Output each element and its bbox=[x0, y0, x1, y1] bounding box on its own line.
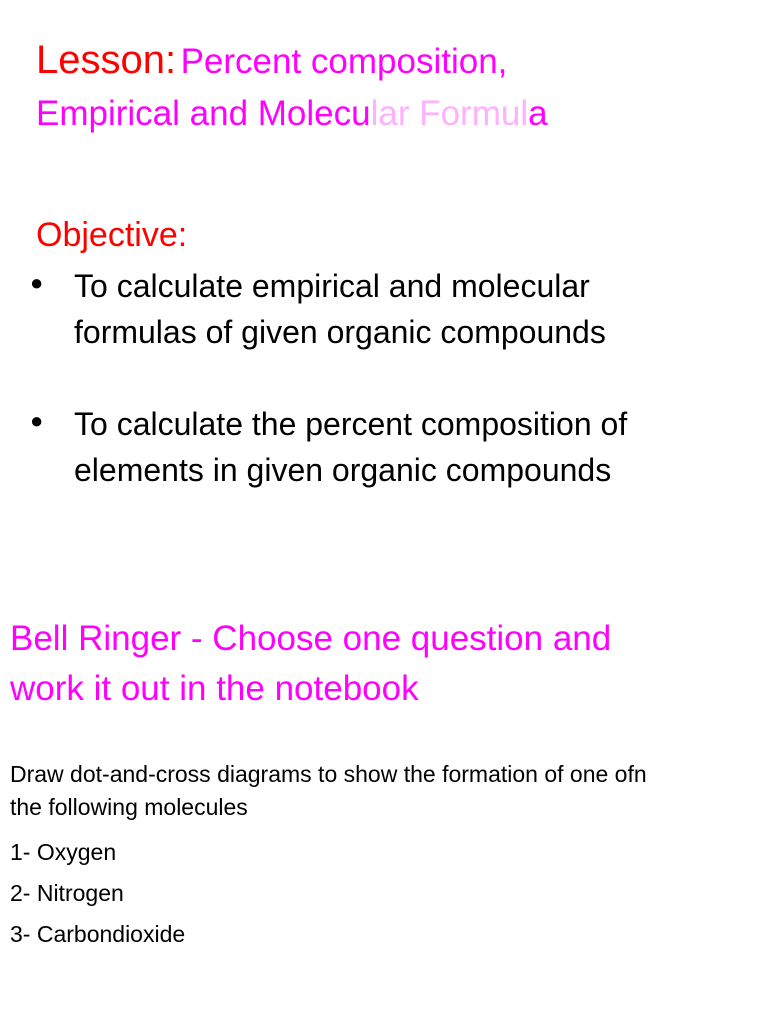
prompt-line: Draw dot-and-cross diagrams to show the formation of one ofn bbox=[10, 761, 647, 787]
bullet-line: elements in given organic compounds bbox=[74, 452, 612, 488]
lesson-label: Lesson: bbox=[36, 38, 177, 82]
objective-heading: Objective: bbox=[36, 216, 188, 254]
lesson-title-line1 bbox=[36, 38, 507, 83]
molecule-list bbox=[10, 832, 185, 955]
list-item: 1- Oxygen bbox=[10, 839, 117, 865]
bell-ringer-line: Bell Ringer - Choose one question and bbox=[10, 619, 612, 658]
lesson-title-line2 bbox=[36, 94, 548, 134]
bullet-icon: ● bbox=[30, 270, 44, 295]
bell-ringer-prompt bbox=[10, 758, 647, 824]
objective-bullet bbox=[74, 401, 627, 493]
lesson-title-part: a bbox=[528, 94, 548, 133]
lesson-title: Percent composition, bbox=[180, 42, 508, 81]
bullet-line: formulas of given organic compounds bbox=[74, 314, 606, 350]
bell-ringer-line: work it out in the notebook bbox=[10, 669, 419, 708]
bullet-icon: ● bbox=[30, 408, 44, 433]
lesson-title-faded: lar Formul bbox=[370, 94, 529, 133]
bullet-line: To calculate empirical and molecular bbox=[74, 268, 590, 304]
bell-ringer-heading bbox=[10, 614, 611, 714]
list-item: 2- Nitrogen bbox=[10, 880, 124, 906]
list-item: 3- Carbondioxide bbox=[10, 921, 186, 947]
objective-bullet bbox=[74, 263, 606, 355]
lesson-title-part: Empirical and Molecu bbox=[36, 94, 371, 133]
prompt-line: the following molecules bbox=[10, 794, 248, 820]
bullet-line: To calculate the percent composition of bbox=[74, 406, 628, 442]
